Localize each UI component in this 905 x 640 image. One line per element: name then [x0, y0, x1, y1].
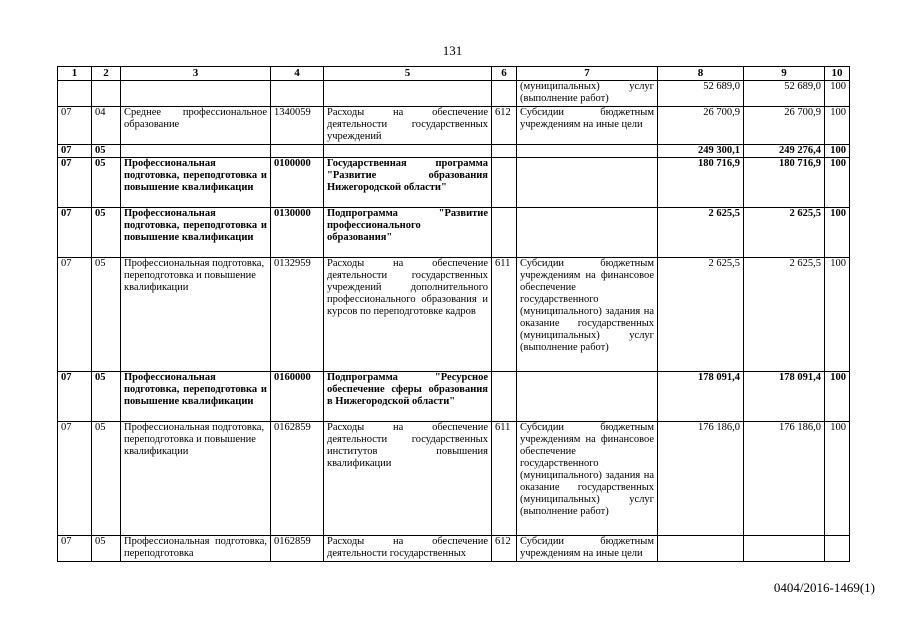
expense-type-code: 611 — [492, 258, 517, 372]
expense-type-code: 612 — [492, 107, 517, 145]
amount-plan: 176 186,0 — [658, 422, 744, 536]
percent: 100 — [825, 422, 850, 536]
percent: 100 — [825, 158, 850, 208]
article-name — [324, 145, 492, 158]
section-name: Профессиональная подготовка, переподготовка и повышение квалификации — [121, 258, 271, 372]
expense-type-name: Субсидии бюджетным учреждениям на финансовое обеспечение государственного (муниципального) задания на оказание государственных (муниципальных) услуг (выполнение работ) — [517, 422, 658, 536]
section-name — [121, 145, 271, 158]
expense-type-code: 612 — [492, 536, 517, 562]
header-cell: 3 — [121, 67, 271, 81]
expense-type-code — [492, 81, 517, 107]
expense-type-name — [517, 145, 658, 158]
table-row — [58, 422, 850, 536]
article-name: Расходы на обеспечение деятельности государственных учреждений дополнительного профессионального образования и курсов по переподготовке кадров — [324, 258, 492, 372]
percent — [825, 536, 850, 562]
amount-actual: 180 716,9 — [744, 158, 825, 208]
expense-type-name: Субсидии бюджетным учреждениям на финансовое обеспечение государственного (муниципального) задания на оказание государственных (муниципальных) услуг (выполнение работ) — [517, 258, 658, 372]
table-row — [58, 107, 850, 145]
section-name: Профессиональная подготовка, переподготовка и повышение квалификации — [121, 208, 271, 258]
section-code: 07 — [58, 258, 92, 372]
header-cell: 5 — [324, 67, 492, 81]
article-name — [324, 81, 492, 107]
subsection-code: 05 — [92, 158, 121, 208]
target-article: 1340059 — [271, 107, 324, 145]
table-row — [58, 208, 850, 258]
amount-plan — [658, 536, 744, 562]
amount-plan: 178 091,4 — [658, 372, 744, 422]
table-row — [58, 81, 850, 107]
percent: 100 — [825, 372, 850, 422]
header-cell: 2 — [92, 67, 121, 81]
subsection-code: 05 — [92, 208, 121, 258]
amount-plan: 180 716,9 — [658, 158, 744, 208]
section-code: 07 — [58, 208, 92, 258]
header-cell: 6 — [492, 67, 517, 81]
amount-actual: 52 689,0 — [744, 81, 825, 107]
expense-type-code: 611 — [492, 422, 517, 536]
target-article: 0162859 — [271, 422, 324, 536]
budget-table — [57, 66, 850, 562]
page-number: 131 — [442, 43, 463, 58]
article-name: Расходы на обеспечение деятельности государственных учреждений — [324, 107, 492, 145]
document-code: 0404/2016-1469(1) — [773, 580, 875, 595]
subsection-code: 05 — [92, 372, 121, 422]
subsection-code: 05 — [92, 258, 121, 372]
table-row — [58, 536, 850, 562]
header-cell: 9 — [744, 67, 825, 81]
section-code: 07 — [58, 372, 92, 422]
amount-actual — [744, 536, 825, 562]
article-name: Подпрограмма "Развитие профессионального образования" — [324, 208, 492, 258]
expense-type-name — [517, 158, 658, 208]
amount-actual: 249 276,4 — [744, 145, 825, 158]
section-name: Профессиональная подготовка, переподготовка и повышение квалификации — [121, 422, 271, 536]
amount-plan: 52 689,0 — [658, 81, 744, 107]
amount-actual: 178 091,4 — [744, 372, 825, 422]
section-name: Среднее профессиональное образование — [121, 107, 271, 145]
amount-plan: 249 300,1 — [658, 145, 744, 158]
expense-type-code — [492, 145, 517, 158]
percent: 100 — [825, 145, 850, 158]
target-article: 0130000 — [271, 208, 324, 258]
header-cell: 10 — [825, 67, 850, 81]
amount-plan: 2 625,5 — [658, 258, 744, 372]
section-code — [58, 81, 92, 107]
table-row — [58, 158, 850, 208]
target-article — [271, 145, 324, 158]
header-cell: 8 — [658, 67, 744, 81]
table-row — [58, 372, 850, 422]
section-code: 07 — [58, 536, 92, 562]
expense-type-code — [492, 372, 517, 422]
amount-plan: 2 625,5 — [658, 208, 744, 258]
expense-type-code — [492, 158, 517, 208]
section-code: 07 — [58, 422, 92, 536]
section-name: Профессиональная подготовка, переподготовка и повышение квалификации — [121, 158, 271, 208]
percent: 100 — [825, 81, 850, 107]
article-name: Расходы на обеспечение деятельности государственных — [324, 536, 492, 562]
header-row — [58, 67, 850, 81]
section-code: 07 — [58, 145, 92, 158]
subsection-code: 05 — [92, 422, 121, 536]
article-name: Подпрограмма "Ресурсное обеспечение сферы образования в Нижегородской области" — [324, 372, 492, 422]
amount-actual: 2 625,5 — [744, 258, 825, 372]
article-name: Государственная программа "Развитие образования Нижегородской области" — [324, 158, 492, 208]
target-article: 0160000 — [271, 372, 324, 422]
subsection-code: 04 — [92, 107, 121, 145]
subsection-code: 05 — [92, 536, 121, 562]
percent: 100 — [825, 258, 850, 372]
expense-type-name: Субсидии бюджетным учреждениям на иные цели — [517, 107, 658, 145]
amount-plan: 26 700,9 — [658, 107, 744, 145]
percent: 100 — [825, 208, 850, 258]
amount-actual: 26 700,9 — [744, 107, 825, 145]
percent: 100 — [825, 107, 850, 145]
header-cell: 7 — [517, 67, 658, 81]
target-article: 0132959 — [271, 258, 324, 372]
target-article: 0100000 — [271, 158, 324, 208]
header-cell: 1 — [58, 67, 92, 81]
expense-type-code — [492, 208, 517, 258]
expense-type-name — [517, 208, 658, 258]
section-name: Профессиональная подготовка, переподготовка и повышение квалификации — [121, 372, 271, 422]
target-article — [271, 81, 324, 107]
section-code: 07 — [58, 158, 92, 208]
target-article: 0162859 — [271, 536, 324, 562]
table-row — [58, 145, 850, 158]
article-name: Расходы на обеспечение деятельности государственных институтов повышения квалификации — [324, 422, 492, 536]
expense-type-name — [517, 372, 658, 422]
expense-type-name: Субсидии бюджетным учреждениям на иные цели — [517, 536, 658, 562]
section-code: 07 — [58, 107, 92, 145]
amount-actual: 176 186,0 — [744, 422, 825, 536]
expense-type-name: (муниципальных) услуг (выполнение работ) — [517, 81, 658, 107]
header-cell: 4 — [271, 67, 324, 81]
section-name: Профессиональная подготовка, переподготовка — [121, 536, 271, 562]
amount-actual: 2 625,5 — [744, 208, 825, 258]
section-name — [121, 81, 271, 107]
subsection-code: 05 — [92, 145, 121, 158]
table-row — [58, 258, 850, 372]
subsection-code — [92, 81, 121, 107]
